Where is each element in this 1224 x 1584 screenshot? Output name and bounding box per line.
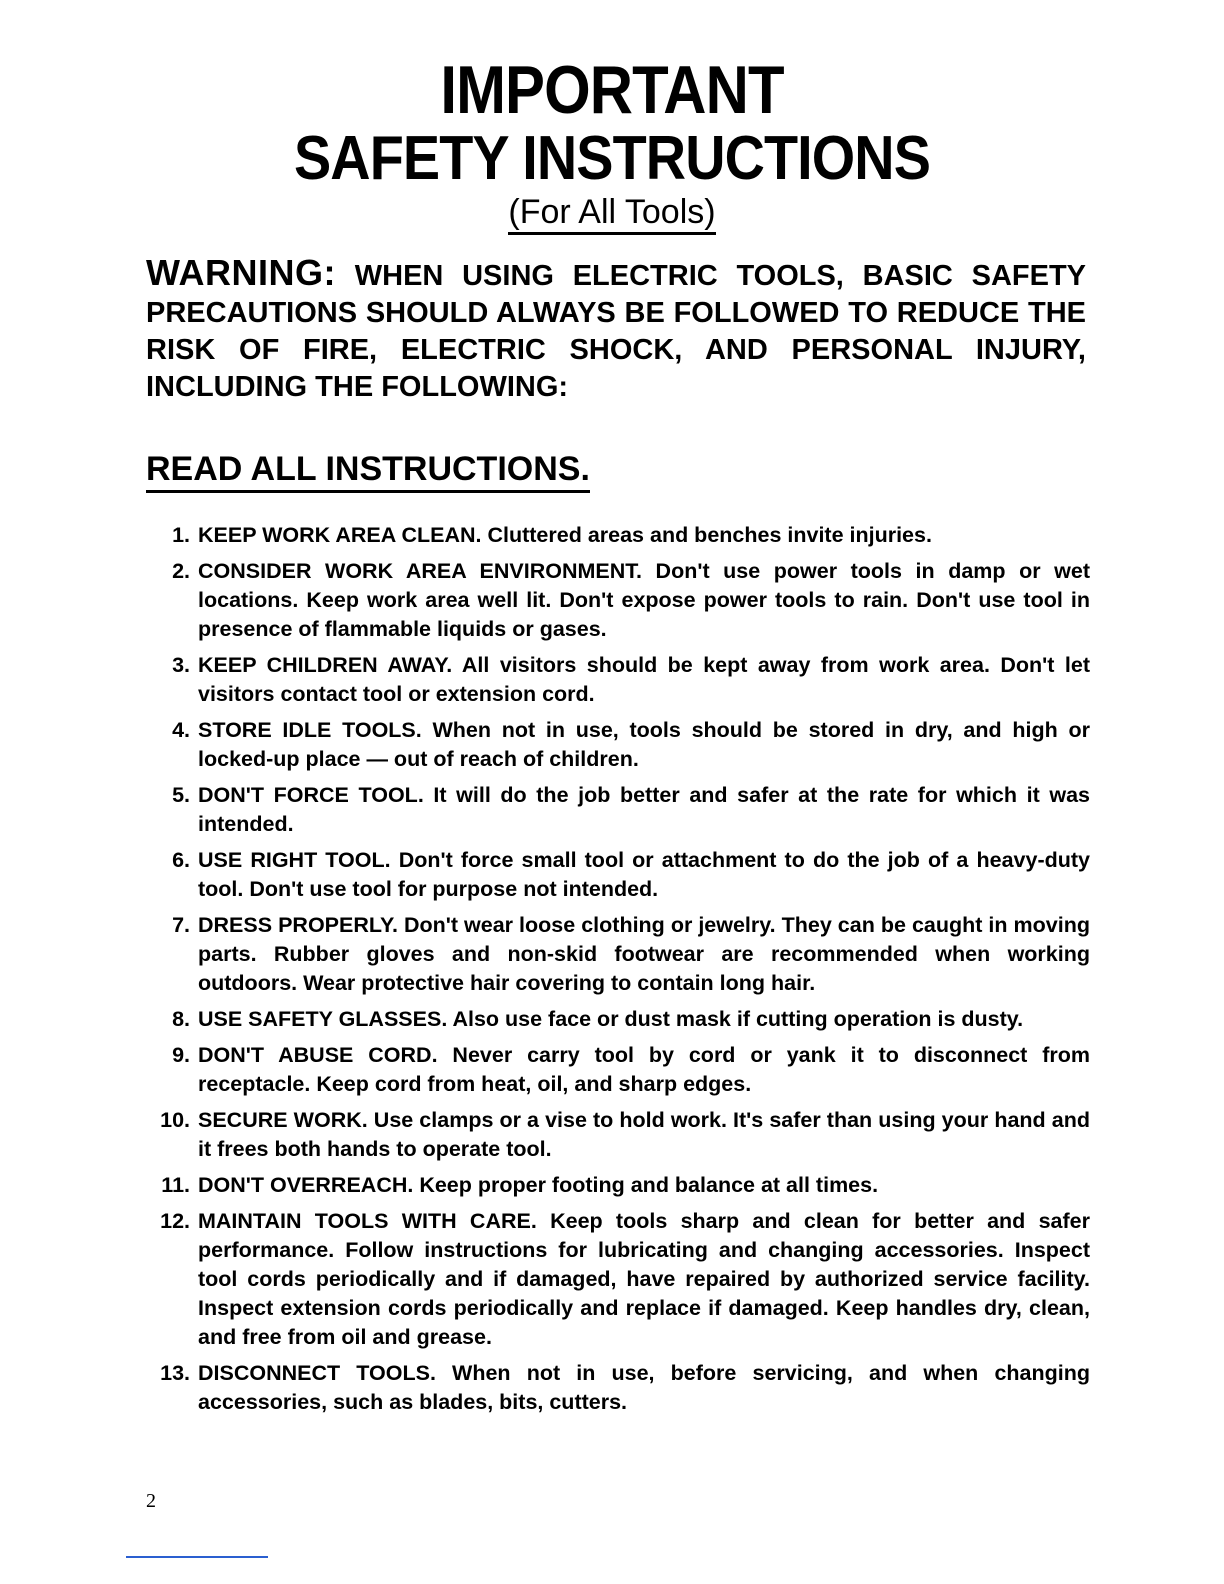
- rule-item-8: [150, 1005, 1090, 1034]
- rule-text: USE RIGHT TOOL. Don't force small tool or attachment to do the job of a heavy-duty tool. Don't use tool for purpose not intended.: [198, 848, 1090, 901]
- rule-number: 2.: [172, 559, 190, 583]
- rule-item-5: [150, 781, 1090, 839]
- rule-text: DON'T ABUSE CORD. Never carry tool by cord or yank it to disconnect from receptacle. Keep cord from heat, oil, and sharp edges.: [198, 1043, 1090, 1096]
- rule-text: KEEP CHILDREN AWAY. All visitors should be kept away from work area. Don't let visitors contact tool or extension cord.: [198, 653, 1090, 706]
- rule-text: DRESS PROPERLY. Don't wear loose clothing or jewelry. They can be caught in moving parts. Rubber gloves and non-skid footwear are recommended when working outdoors. Wear protective hair covering to contain long hair.: [198, 913, 1090, 995]
- rule-number: 13.: [160, 1361, 190, 1385]
- rule-number: 5.: [172, 783, 190, 807]
- rule-number: 10.: [160, 1108, 190, 1132]
- rule-item-3: [150, 651, 1090, 709]
- rule-text: DON'T OVERREACH. Keep proper footing and balance at all times.: [198, 1173, 879, 1197]
- page-title-important: IMPORTANT: [440, 52, 784, 128]
- rule-item-11: [150, 1171, 1090, 1200]
- rule-text: SECURE WORK. Use clamps or a vise to hold work. It's safer than using your hand and it frees both hands to operate tool.: [198, 1108, 1090, 1161]
- rule-item-1: [150, 521, 1090, 550]
- safety-rules-list: [150, 521, 1090, 1424]
- warning-block: [146, 254, 1086, 406]
- rule-text: KEEP WORK AREA CLEAN. Cluttered areas and benches invite injuries.: [198, 523, 932, 547]
- rule-number: 6.: [172, 848, 190, 872]
- rule-number: 7.: [172, 913, 190, 937]
- rule-text: CONSIDER WORK AREA ENVIRONMENT. Don't use power tools in damp or wet locations. Keep work area well lit. Don't expose power tools to rain. Don't use tool in presence of flammable liquids or gases.: [198, 559, 1090, 641]
- page-number: 2: [146, 1490, 156, 1512]
- rule-text: DISCONNECT TOOLS. When not in use, before servicing, and when changing accessories, such as blades, bits, cutters.: [198, 1361, 1090, 1414]
- rule-number: 8.: [172, 1007, 190, 1031]
- rule-text: STORE IDLE TOOLS. When not in use, tools should be stored in dry, and high or locked-up place — out of reach of children.: [198, 718, 1090, 771]
- warning-text: WHEN USING ELECTRIC TOOLS, BASIC SAFETY PRECAUTIONS SHOULD ALWAYS BE FOLLOWED TO REDUCE THE RISK OF FIRE, ELECTRIC SHOCK, AND PERSONAL INJURY, INCLUDING THE FOLLOWING:: [146, 260, 1087, 403]
- rule-number: 1.: [172, 523, 190, 547]
- page-title-safety-instructions: SAFETY INSTRUCTIONS: [293, 124, 931, 193]
- rule-number: 4.: [172, 718, 190, 742]
- bottom-divider: [126, 1556, 268, 1558]
- rule-item-7: [150, 911, 1090, 998]
- rule-item-4: [150, 716, 1090, 774]
- rule-number: 3.: [172, 653, 190, 677]
- rule-item-13: [150, 1359, 1090, 1417]
- rule-text: USE SAFETY GLASSES. Also use face or dust mask if cutting operation is dusty.: [198, 1007, 1024, 1031]
- rule-text: DON'T FORCE TOOL. It will do the job better and safer at the rate for which it was intended.: [198, 783, 1090, 836]
- rule-item-2: [150, 557, 1090, 644]
- rule-item-9: [150, 1041, 1090, 1099]
- rule-text: MAINTAIN TOOLS WITH CARE. Keep tools sharp and clean for better and safer performance. Follow instructions for lubricating and changing accessories. Inspect tool cords periodically and if damaged, have repaired by authorized service facility. Inspect extension cords periodically and replace if damaged. Keep handles dry, clean, and free from oil and grease.: [198, 1209, 1090, 1349]
- rule-item-10: [150, 1106, 1090, 1164]
- warning-label: WARNING:: [146, 252, 336, 293]
- rule-item-12: [150, 1207, 1090, 1352]
- section-heading: [146, 448, 590, 490]
- section-heading-text: READ ALL INSTRUCTIONS.: [146, 450, 590, 493]
- rule-number: 11.: [161, 1173, 190, 1197]
- subtitle-text: (For All Tools): [508, 193, 715, 235]
- page-subtitle: [0, 192, 1224, 232]
- rule-number: 12.: [160, 1209, 190, 1233]
- rule-number: 9.: [172, 1043, 190, 1067]
- rule-item-6: [150, 846, 1090, 904]
